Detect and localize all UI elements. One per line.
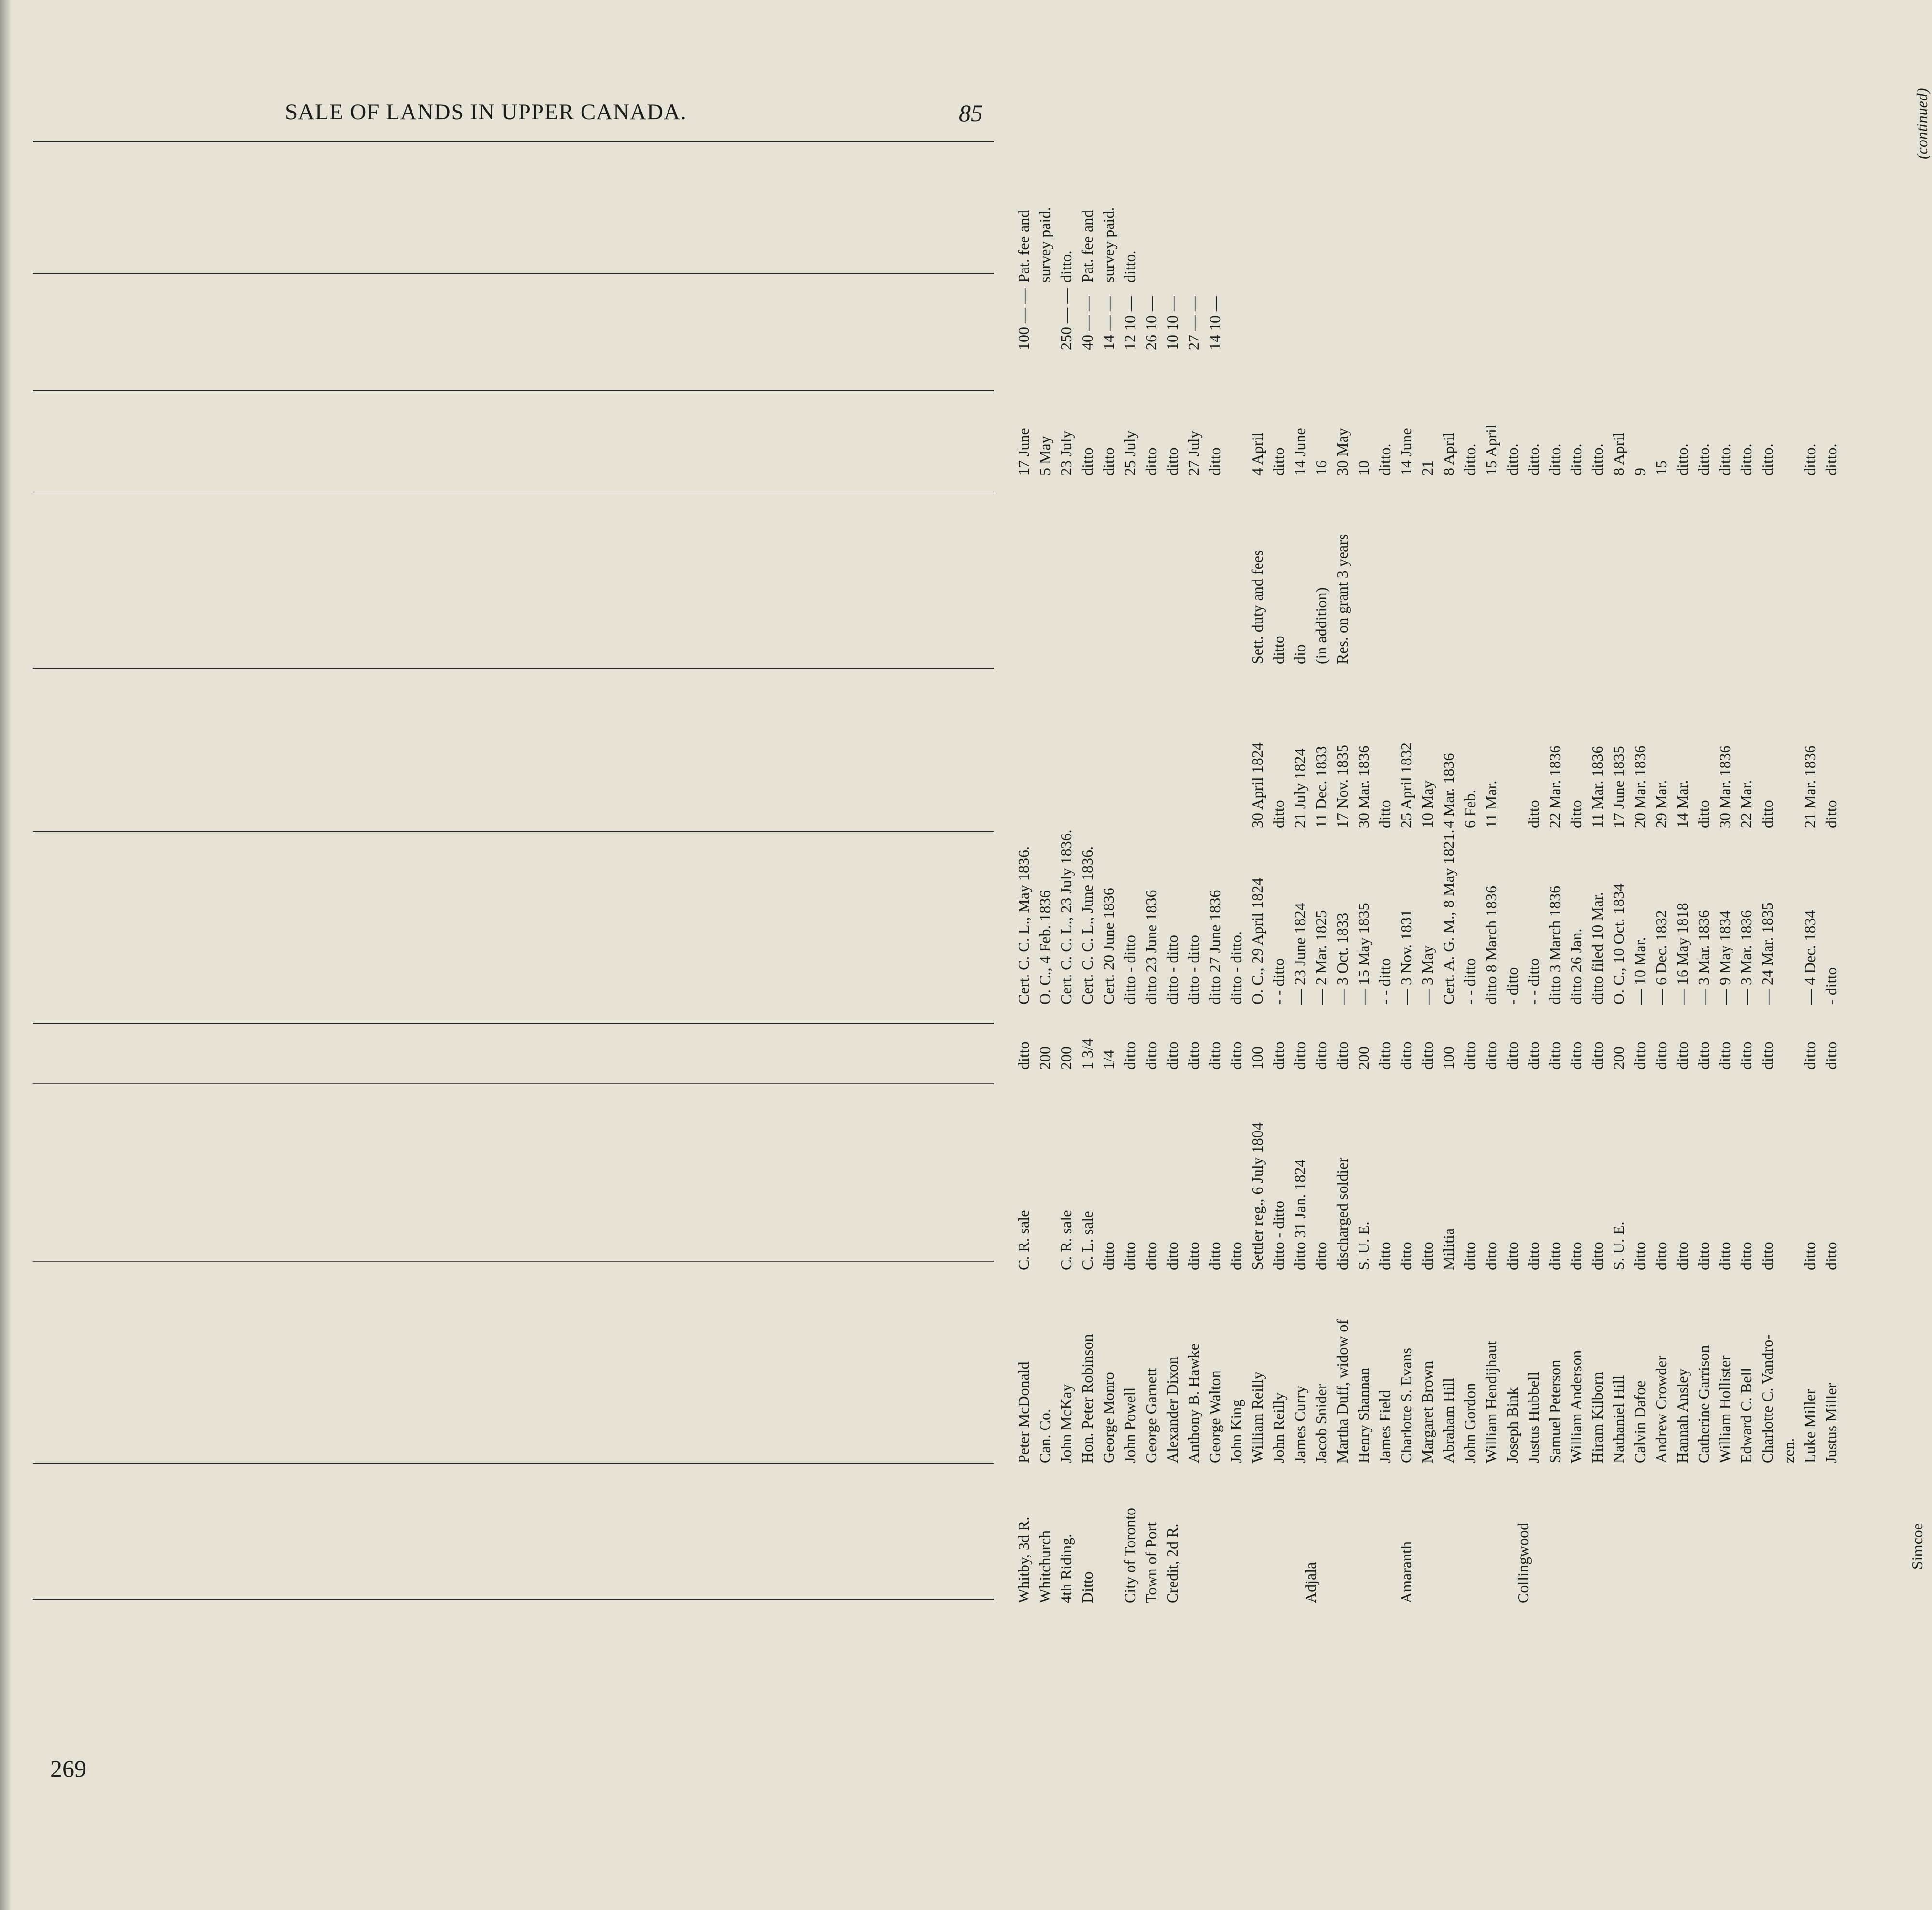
- how-granted-cell: ditto: [1567, 1242, 1585, 1270]
- book-binding-edge: [0, 0, 12, 1910]
- acres-cell: 200: [1355, 1047, 1372, 1070]
- order-date-cell: — 10 Mar.: [1631, 937, 1648, 1005]
- township-name: Adjala: [1302, 1562, 1319, 1603]
- order-date-cell: Cert. C. C. L., May 1836.: [1015, 846, 1032, 1005]
- order-date-cell: — 3 Mar. 1836: [1737, 910, 1755, 1005]
- acres-cell: ditto: [1291, 1041, 1308, 1070]
- paid-date-cell: ditto.: [1759, 443, 1776, 476]
- how-granted-cell: ditto: [1525, 1242, 1542, 1270]
- deed-date-cell: 11 Mar. 1836: [1589, 746, 1606, 828]
- order-date-cell: ditto 3 March 1836: [1546, 885, 1563, 1005]
- how-granted-cell: ditto - ditto: [1270, 1201, 1287, 1270]
- column-rule: [33, 1261, 994, 1262]
- grantee-name: Henry Shannan: [1355, 1367, 1372, 1463]
- deed-date-cell: 6 Feb.: [1461, 790, 1478, 828]
- paid-date-cell: ditto.: [1525, 443, 1542, 476]
- deed-date-cell: 11 Mar.: [1482, 780, 1500, 828]
- how-granted-cell: ditto: [1822, 1242, 1840, 1270]
- deed-date-cell: 14 Mar.: [1674, 780, 1691, 828]
- paid-date-cell: ditto.: [1376, 443, 1393, 476]
- deed-date-cell: 30 April 1824: [1249, 742, 1266, 828]
- land-sales-table: [995, 0, 1932, 1608]
- order-date-cell: - - ditto: [1270, 958, 1287, 1005]
- paid-date-cell: ditto.: [1567, 443, 1585, 476]
- acres-cell: ditto: [1759, 1041, 1776, 1070]
- deed-date-cell: ditto: [1759, 800, 1776, 828]
- order-date-cell: — 2 Mar. 1825: [1312, 910, 1330, 1005]
- acres-cell: ditto: [1419, 1041, 1436, 1070]
- amount-cell: 12 10 —: [1121, 296, 1138, 350]
- acres-cell: 200: [1036, 1047, 1053, 1070]
- grantee-name: Luke Miller: [1801, 1389, 1818, 1463]
- acres-cell: ditto: [1652, 1041, 1670, 1070]
- how-granted-cell: ditto: [1461, 1242, 1478, 1270]
- how-granted-cell: discharged soldier: [1334, 1157, 1351, 1270]
- how-granted-cell: ditto: [1121, 1242, 1138, 1270]
- acres-cell: ditto: [1631, 1041, 1648, 1070]
- deed-date-cell: 25 April 1832: [1397, 742, 1415, 828]
- deed-date-cell: 20 Mar. 1836: [1631, 745, 1648, 828]
- order-date-cell: — 9 May 1834: [1716, 910, 1733, 1005]
- paid-date-cell: 5 May: [1036, 436, 1053, 476]
- amount-cell: 250 — —: [1057, 288, 1075, 350]
- grantee-name: Catherine Garrison: [1695, 1345, 1712, 1463]
- paid-date-cell: 30 May: [1334, 428, 1351, 476]
- paid-date-cell: ditto: [1270, 447, 1287, 476]
- grantee-name: Anthony B. Hawke: [1185, 1344, 1202, 1463]
- paid-date-cell: 15: [1652, 460, 1670, 476]
- grantee-name: John McKay: [1057, 1384, 1075, 1463]
- acres-cell: ditto: [1567, 1041, 1585, 1070]
- acres-cell: ditto: [1334, 1041, 1351, 1070]
- order-date-cell: — 3 May: [1419, 945, 1436, 1005]
- acres-cell: ditto: [1270, 1041, 1287, 1070]
- how-granted-cell: S. U. E.: [1355, 1221, 1372, 1270]
- paid-date-cell: ditto: [1206, 447, 1223, 476]
- order-date-cell: - - ditto: [1376, 958, 1393, 1005]
- deed-date-cell: 17 Nov. 1835: [1334, 744, 1351, 828]
- acres-cell: ditto: [1397, 1041, 1415, 1070]
- order-date-cell: ditto filed 10 Mar.: [1589, 892, 1606, 1005]
- grantee-name: Joseph Bink: [1504, 1387, 1521, 1463]
- acres-cell: ditto: [1227, 1041, 1245, 1070]
- paid-date-cell: 21: [1419, 460, 1436, 476]
- how-granted-cell: ditto: [1397, 1242, 1415, 1270]
- grantee-name: Hiram Kilborn: [1589, 1372, 1606, 1463]
- amount-cell: 27 — —: [1185, 296, 1202, 350]
- acres-cell: ditto: [1164, 1041, 1181, 1070]
- paid-date-cell: ditto.: [1716, 443, 1733, 476]
- amount-cell: 40 — —: [1079, 296, 1096, 350]
- how-granted-cell: ditto: [1312, 1242, 1330, 1270]
- table-bottom-rule: [33, 1599, 994, 1600]
- page-title: SALE OF LANDS IN UPPER CANADA.: [285, 99, 687, 125]
- how-granted-cell: ditto: [1546, 1242, 1563, 1270]
- column-rule: [33, 390, 994, 391]
- acres-cell: 1 3/4: [1079, 1038, 1096, 1070]
- remarks-cell: survey paid.: [1100, 207, 1117, 283]
- how-granted-cell: ditto: [1482, 1242, 1500, 1270]
- paid-date-cell: 8 April: [1610, 432, 1627, 476]
- paid-date-cell: ditto.: [1589, 443, 1606, 476]
- township-name: Collingwood: [1514, 1522, 1532, 1603]
- grantee-name: George Garnett: [1142, 1368, 1160, 1463]
- deed-date-cell: ditto: [1822, 800, 1840, 828]
- how-granted-cell: ditto: [1100, 1242, 1117, 1270]
- acres-cell: ditto: [1801, 1041, 1818, 1070]
- how-granted-cell: S. U. E.: [1610, 1221, 1627, 1270]
- how-granted-cell: ditto: [1227, 1242, 1245, 1270]
- grantee-name: James Curry: [1291, 1386, 1308, 1463]
- order-date-cell: - ditto: [1504, 967, 1521, 1005]
- township-name: 4th Riding.: [1057, 1533, 1075, 1603]
- how-granted-cell: ditto: [1376, 1242, 1393, 1270]
- how-granted-cell: ditto: [1589, 1242, 1606, 1270]
- paid-date-cell: 14 June: [1397, 428, 1415, 476]
- order-date-cell: O. C., 10 Oct. 1834: [1610, 883, 1627, 1005]
- acres-cell: 100: [1249, 1047, 1266, 1070]
- county-label: Simcoe: [1908, 1523, 1926, 1570]
- acres-cell: ditto: [1716, 1041, 1733, 1070]
- how-granted-cell: ditto: [1142, 1242, 1160, 1270]
- paid-date-cell: 25 July: [1121, 430, 1138, 476]
- grantee-name: John Gordon: [1461, 1383, 1478, 1463]
- order-date-cell: — 3 Nov. 1831: [1397, 909, 1415, 1005]
- grantee-name: George Walton: [1206, 1370, 1223, 1463]
- paid-date-cell: ditto.: [1546, 443, 1563, 476]
- acres-cell: ditto: [1822, 1041, 1840, 1070]
- grantee-name: Alexander Dixon: [1164, 1356, 1181, 1463]
- how-granted-cell: ditto: [1164, 1242, 1181, 1270]
- order-date-cell: — 4 Dec. 1834: [1801, 910, 1818, 1005]
- grantee-name: John King: [1227, 1399, 1245, 1463]
- column-rule: [33, 1463, 994, 1464]
- acres-cell: ditto: [1546, 1041, 1563, 1070]
- grantee-name: Calvin Dafoe: [1631, 1380, 1648, 1463]
- paid-date-cell: 14 June: [1291, 428, 1308, 476]
- deed-date-cell: 21 July 1824: [1291, 748, 1308, 828]
- remarks-cell: ditto.: [1057, 250, 1075, 283]
- order-date-cell: - - ditto: [1461, 958, 1478, 1005]
- paid-date-cell: 4 April: [1249, 432, 1266, 476]
- conditions-cell: dio: [1291, 644, 1308, 664]
- paid-date-cell: 17 June: [1015, 428, 1032, 476]
- conditions-cell: ditto: [1270, 636, 1287, 664]
- deed-date-cell: ditto: [1567, 800, 1585, 828]
- remarks-cell: Pat. fee and: [1079, 210, 1096, 283]
- order-date-cell: O. C., 29 April 1824: [1249, 877, 1266, 1005]
- how-granted-cell: ditto: [1504, 1242, 1521, 1270]
- order-date-cell: Cert. A. G. M., 8 May 1821.: [1440, 829, 1457, 1005]
- table-top-rule: [33, 141, 994, 142]
- deed-date-cell: 30 Mar. 1836: [1716, 745, 1733, 828]
- order-date-cell: ditto 26 Jan.: [1567, 928, 1585, 1005]
- column-rule: [33, 831, 994, 832]
- deed-date-cell: 22 Mar. 1836: [1546, 745, 1563, 828]
- grantee-name: Justus Hubbell: [1525, 1372, 1542, 1463]
- acres-cell: ditto: [1142, 1041, 1160, 1070]
- column-rule: [33, 668, 994, 669]
- grantee-name: Hannah Ansley: [1674, 1368, 1691, 1463]
- grantee-name: Charlotte S. Evans: [1397, 1347, 1415, 1463]
- grantee-name: James Field: [1376, 1390, 1393, 1463]
- order-date-cell: Cert. C. C. L., 23 July 1836.: [1057, 829, 1075, 1005]
- grantee-name: William Reilly: [1249, 1372, 1266, 1463]
- grantee-name: William Hollister: [1716, 1355, 1733, 1463]
- amount-cell: 14 10 —: [1206, 296, 1223, 350]
- order-date-cell: — 15 May 1835: [1355, 903, 1372, 1005]
- continued-note: (continued): [1913, 88, 1931, 159]
- acres-cell: 1/4: [1100, 1050, 1117, 1070]
- paid-date-cell: 9: [1631, 468, 1648, 476]
- order-date-cell: Cert. 20 June 1836: [1100, 888, 1117, 1005]
- grantee-name: Jacob Snider: [1312, 1384, 1330, 1463]
- page-number-bottom: 269: [50, 1755, 86, 1782]
- paid-date-cell: ditto: [1164, 447, 1181, 476]
- grantee-name: George Monro: [1100, 1372, 1117, 1463]
- order-date-cell: O. C., 4 Feb. 1836: [1036, 890, 1053, 1005]
- order-date-cell: ditto - ditto: [1185, 935, 1202, 1005]
- acres-cell: ditto: [1121, 1041, 1138, 1070]
- order-date-cell: — 3 Mar. 1836: [1695, 910, 1712, 1005]
- paid-date-cell: ditto.: [1737, 443, 1755, 476]
- deed-date-cell: ditto: [1525, 800, 1542, 828]
- acres-cell: ditto: [1482, 1041, 1500, 1070]
- acres-cell: ditto: [1206, 1041, 1223, 1070]
- paid-date-cell: ditto: [1079, 447, 1096, 476]
- grantee-name: Justus Miller: [1822, 1383, 1840, 1463]
- acres-cell: ditto: [1695, 1041, 1712, 1070]
- paid-date-cell: ditto.: [1695, 443, 1712, 476]
- deed-date-cell: 21 Mar. 1836: [1801, 745, 1818, 828]
- grantee-name: Charlotte C. Vandro-: [1759, 1334, 1776, 1463]
- paid-date-cell: ditto.: [1504, 443, 1521, 476]
- grantee-name: Margaret Brown: [1419, 1361, 1436, 1463]
- acres-cell: 200: [1610, 1047, 1627, 1070]
- how-granted-cell: Militia: [1440, 1228, 1457, 1270]
- order-date-cell: ditto 27 June 1836: [1206, 890, 1223, 1005]
- township-name: Whitby, 3d R.: [1015, 1516, 1032, 1603]
- acres-cell: ditto: [1674, 1041, 1691, 1070]
- acres-cell: ditto: [1015, 1041, 1032, 1070]
- conditions-cell: (in addition): [1312, 587, 1330, 664]
- deed-date-cell: ditto: [1270, 800, 1287, 828]
- how-granted-cell: ditto: [1206, 1242, 1223, 1270]
- acres-cell: ditto: [1461, 1041, 1478, 1070]
- township-name: Credit, 2d R.: [1164, 1523, 1181, 1603]
- amount-cell: 26 10 —: [1142, 296, 1160, 350]
- township-name: Ditto: [1079, 1571, 1096, 1603]
- grantee-name: Hon. Peter Robinson: [1079, 1334, 1096, 1463]
- order-date-cell: — 16 May 1818: [1674, 903, 1691, 1005]
- paid-date-cell: 8 April: [1440, 432, 1457, 476]
- grantee-name: William Hendijhaut: [1482, 1341, 1500, 1463]
- deed-date-cell: 10 May: [1419, 780, 1436, 828]
- deed-date-cell: ditto: [1695, 800, 1712, 828]
- paid-date-cell: 16: [1312, 460, 1330, 476]
- order-date-cell: — 23 June 1824: [1291, 903, 1308, 1005]
- order-date-cell: ditto - ditto: [1164, 935, 1181, 1005]
- township-name: Whitchurch: [1036, 1530, 1053, 1603]
- grantee-name: Peter McDonald: [1015, 1361, 1032, 1463]
- how-granted-cell: ditto 31 Jan. 1824: [1291, 1159, 1308, 1270]
- order-date-cell: Cert. C. C. L., June 1836.: [1079, 846, 1096, 1005]
- grantee-name: zen.: [1780, 1438, 1797, 1463]
- grantee-name: Edward C. Bell: [1737, 1367, 1755, 1463]
- how-granted-cell: ditto: [1631, 1242, 1648, 1270]
- paid-date-cell: 27 July: [1185, 430, 1202, 476]
- township-name: Town of Port: [1142, 1522, 1160, 1603]
- paid-date-cell: ditto: [1142, 447, 1160, 476]
- conditions-cell: Sett. duty and fees: [1249, 550, 1266, 664]
- grantee-name: Can. Co.: [1036, 1409, 1053, 1463]
- how-granted-cell: ditto: [1419, 1242, 1436, 1270]
- paid-date-cell: ditto.: [1674, 443, 1691, 476]
- deed-date-cell: 11 Dec. 1833: [1312, 746, 1330, 828]
- how-granted-cell: ditto: [1652, 1242, 1670, 1270]
- order-date-cell: ditto 23 June 1836: [1142, 890, 1160, 1005]
- grantee-name: Samuel Peterson: [1546, 1359, 1563, 1463]
- acres-cell: ditto: [1589, 1041, 1606, 1070]
- order-date-cell: - - ditto: [1525, 958, 1542, 1005]
- remarks-cell: ditto.: [1121, 250, 1138, 283]
- how-granted-cell: ditto: [1185, 1242, 1202, 1270]
- grantee-name: William Anderson: [1567, 1350, 1585, 1463]
- how-granted-cell: ditto: [1737, 1242, 1755, 1270]
- paid-date-cell: 10: [1355, 460, 1372, 476]
- deed-date-cell: ditto: [1376, 800, 1393, 828]
- grantee-name: Nathaniel Hill: [1610, 1375, 1627, 1463]
- amount-cell: 14 — —: [1100, 296, 1117, 350]
- grantee-name: Andrew Crowder: [1652, 1355, 1670, 1463]
- deed-date-cell: 29 Mar.: [1652, 780, 1670, 828]
- grantee-name: John Reilly: [1270, 1392, 1287, 1463]
- deed-date-cell: 4 Mar. 1836: [1440, 753, 1457, 828]
- column-rule: [33, 273, 994, 274]
- township-name: Amaranth: [1397, 1542, 1415, 1603]
- acres-cell: ditto: [1312, 1041, 1330, 1070]
- how-granted-cell: C. L. sale: [1079, 1211, 1096, 1270]
- page-number-top: 85: [959, 99, 983, 127]
- how-granted-cell: ditto: [1716, 1242, 1733, 1270]
- remarks-cell: Pat. fee and: [1015, 210, 1032, 283]
- how-granted-cell: ditto: [1695, 1242, 1712, 1270]
- order-date-cell: ditto 8 March 1836: [1482, 885, 1500, 1005]
- acres-cell: ditto: [1185, 1041, 1202, 1070]
- grantee-name: John Powell: [1121, 1387, 1138, 1463]
- paid-date-cell: 15 April: [1482, 424, 1500, 476]
- how-granted-cell: C. R. sale: [1015, 1210, 1032, 1270]
- how-granted-cell: ditto: [1674, 1242, 1691, 1270]
- column-rule: [33, 1083, 994, 1084]
- acres-cell: 100: [1440, 1047, 1457, 1070]
- deed-date-cell: 22 Mar.: [1737, 780, 1755, 828]
- order-date-cell: — 24 Mar. 1835: [1759, 902, 1776, 1005]
- paid-date-cell: ditto: [1100, 447, 1117, 476]
- order-date-cell: — 3 Oct. 1833: [1334, 912, 1351, 1005]
- acres-cell: ditto: [1376, 1041, 1393, 1070]
- paid-date-cell: ditto.: [1822, 443, 1840, 476]
- grantee-name: Abraham Hill: [1440, 1378, 1457, 1463]
- grantee-name: Martha Duff, widow of: [1334, 1319, 1351, 1463]
- paid-date-cell: ditto.: [1801, 443, 1818, 476]
- order-date-cell: ditto - ditto: [1121, 935, 1138, 1005]
- how-granted-cell: C. R. sale: [1057, 1210, 1075, 1270]
- how-granted-cell: ditto: [1801, 1242, 1818, 1270]
- deed-date-cell: 17 June 1835: [1610, 746, 1627, 828]
- acres-cell: ditto: [1737, 1041, 1755, 1070]
- remarks-cell: survey paid.: [1036, 207, 1053, 283]
- order-date-cell: ditto - ditto.: [1227, 931, 1245, 1005]
- deed-date-cell: 30 Mar. 1836: [1355, 745, 1372, 828]
- conditions-cell: Res. on grant 3 years: [1334, 534, 1351, 664]
- paid-date-cell: ditto.: [1461, 443, 1478, 476]
- order-date-cell: — 6 Dec. 1832: [1652, 910, 1670, 1005]
- acres-cell: ditto: [1525, 1041, 1542, 1070]
- how-granted-cell: Settler reg., 6 July 1804: [1249, 1122, 1266, 1270]
- amount-cell: 10 10 —: [1164, 296, 1181, 350]
- acres-cell: 200: [1057, 1047, 1075, 1070]
- paid-date-cell: 23 July: [1057, 430, 1075, 476]
- column-rule: [33, 1023, 994, 1024]
- order-date-cell: - ditto: [1822, 967, 1840, 1005]
- how-granted-cell: ditto: [1759, 1242, 1776, 1270]
- acres-cell: ditto: [1504, 1041, 1521, 1070]
- amount-cell: 100 — —: [1015, 288, 1032, 350]
- township-name: City of Toronto: [1121, 1507, 1138, 1603]
